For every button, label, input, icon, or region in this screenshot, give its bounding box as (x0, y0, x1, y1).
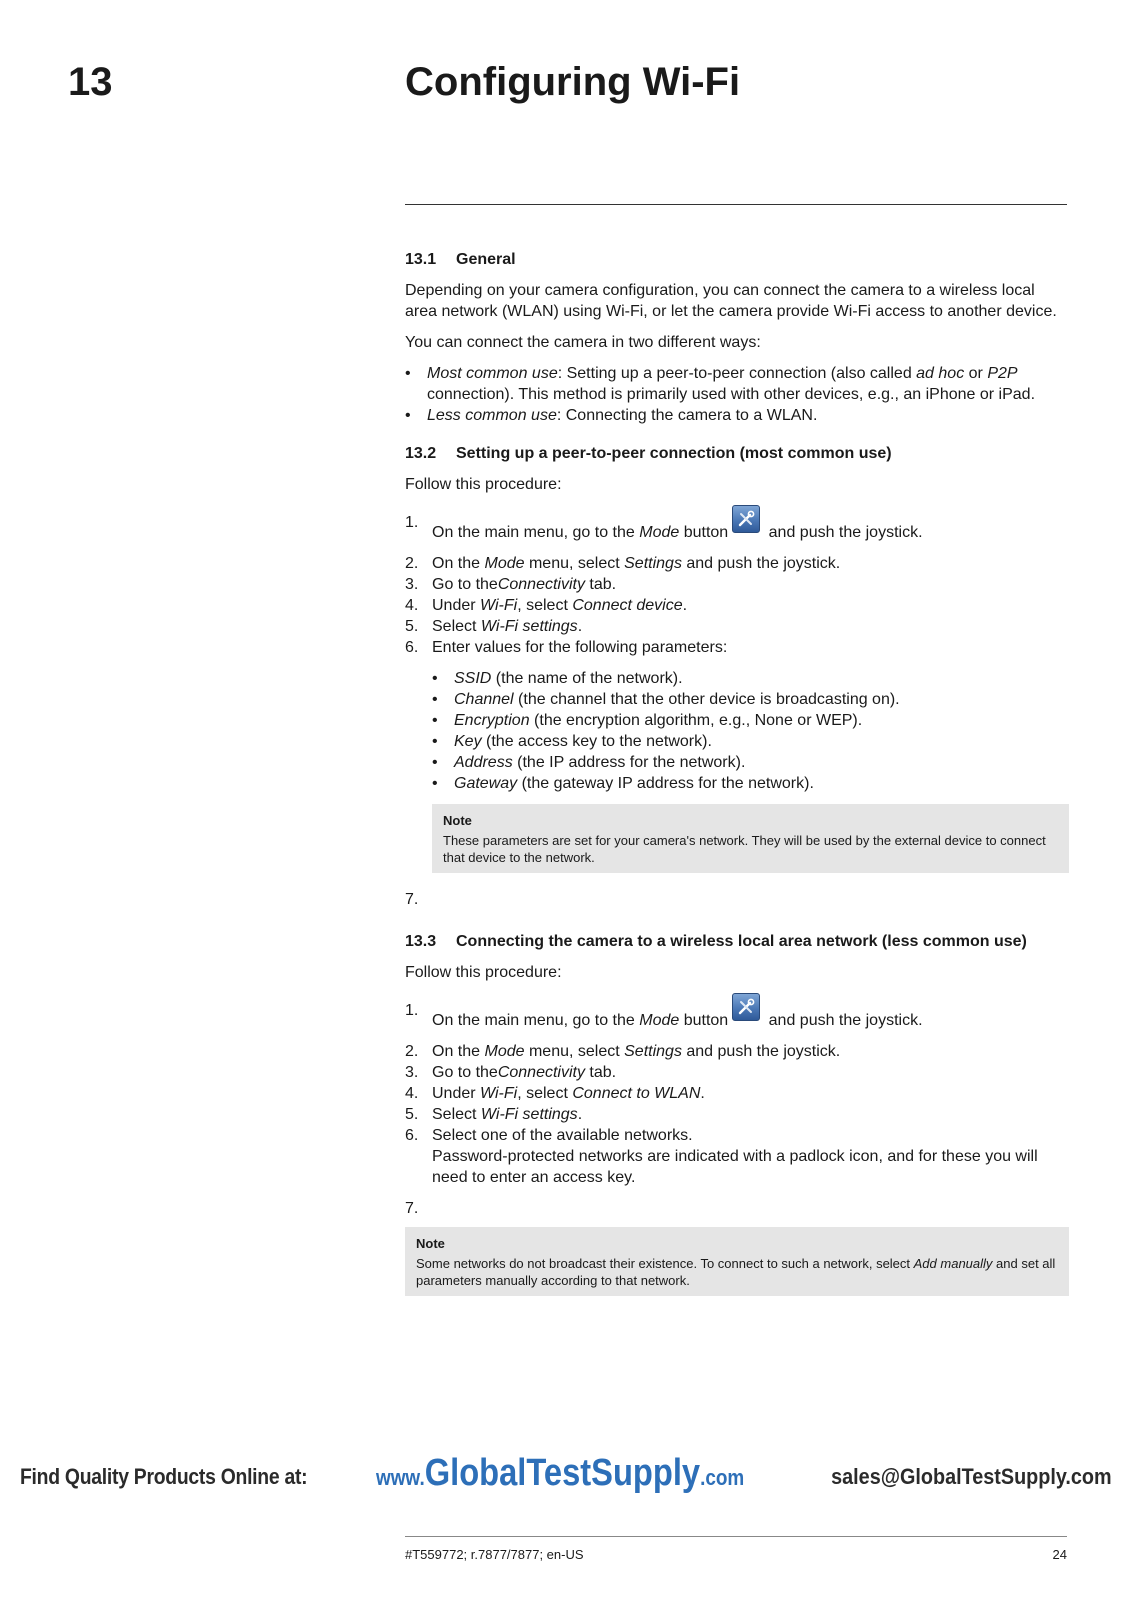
step: 1. On the main menu, go to the Mode button and push the joystick. (405, 512, 1069, 543)
page-body (405, 249, 1069, 1296)
section-heading-general (405, 249, 1069, 270)
step-seven: 7. (405, 891, 419, 908)
step: 4. Under Wi-Fi, select Connect device. (405, 597, 688, 614)
procedure-steps (405, 1000, 1069, 1188)
chapter-title: Configuring Wi-Fi (405, 60, 741, 104)
note-text: These parameters are set for your camera's network. They will be used by the external device to connect that device to the network. (443, 833, 1046, 865)
section-number: 13.2 (405, 445, 437, 462)
list-item: • Channel (the channel that the other device is broadcasting on). (432, 689, 1069, 710)
advertisement-banner (0, 1452, 1132, 1500)
ad-tagline: Find Quality Products Online at: (20, 1464, 308, 1489)
note-title: Note (443, 813, 472, 828)
bullet-list (405, 363, 1069, 426)
step: 6. Enter values for the following parameters: (405, 639, 728, 656)
step: 3. Go to theConnectivity tab. (405, 1064, 617, 1081)
note-box (405, 1227, 1069, 1296)
list-item: • Address (the IP address for the network). (432, 752, 1069, 773)
list-item: • Most common use: Setting up a peer-to-peer connection (also called ad hoc or P2P connection). This method is primarily used with other devices, e.g., an iPhone or iPad. (405, 363, 1069, 405)
document-id: #T559772; r.7877/7877; en-US (405, 1547, 584, 1562)
list-item: • Encryption (the encryption algorithm, e.g., None or WEP). (432, 710, 1069, 731)
paragraph: You can connect the camera in two different ways: (405, 334, 761, 351)
paragraph: Follow this procedure: (405, 964, 562, 981)
list-item: • Gateway (the gateway IP address for the network). (432, 773, 1069, 794)
section-heading-wlan (405, 931, 1069, 952)
page-number: 24 (1052, 1547, 1067, 1562)
section-title: General (456, 251, 516, 268)
parameter-list (432, 668, 1069, 794)
step: 5. Select Wi-Fi settings. (405, 618, 583, 635)
step: 5. Select Wi-Fi settings. (405, 1106, 583, 1123)
section-number: 13.1 (405, 251, 437, 268)
note-box (432, 804, 1069, 873)
procedure-steps (405, 512, 1069, 658)
chapter-number: 13 (68, 60, 113, 104)
step: 6. Select one of the available networks. Password-protected networks are indicated with a padlock icon, and for these you will need to enter an access key. (405, 1127, 1038, 1186)
paragraph: Follow this procedure: (405, 476, 562, 493)
ad-website-link[interactable]: www.GlobalTestSupply.com (376, 1452, 745, 1494)
footer-rule (405, 1536, 1067, 1537)
note-text: Some networks do not broadcast their existence. To connect to such a network, select Add manually and set all parameters manually according to that network. (416, 1256, 1056, 1288)
step: 4. Under Wi-Fi, select Connect to WLAN. (405, 1085, 705, 1102)
paragraph: Depending on your camera configuration, you can connect the camera to a wireless local area network (WLAN) using Wi-Fi, or let the camera provide Wi-Fi access to another device. (405, 282, 1057, 320)
list-item: • Less common use: Connecting the camera to a WLAN. (405, 405, 1069, 426)
section-title: Setting up a peer-to-peer connection (most common use) (456, 445, 892, 462)
step: 3. Go to theConnectivity tab. (405, 576, 617, 593)
section-title: Connecting the camera to a wireless local area network (less common use) (456, 933, 1027, 950)
title-rule (405, 204, 1067, 205)
step: 2. On the Mode menu, select Settings and push the joystick. (405, 555, 841, 572)
section-heading-p2p (405, 443, 1069, 464)
section-number: 13.3 (405, 933, 437, 950)
list-item: • SSID (the name of the network). (432, 668, 1069, 689)
mode-tools-icon (732, 993, 760, 1021)
mode-tools-icon (732, 505, 760, 533)
ad-email-link[interactable]: sales@GlobalTestSupply.com (831, 1464, 1112, 1489)
note-title: Note (416, 1236, 445, 1251)
step: 1. On the main menu, go to the Mode button and push the joystick. (405, 1000, 1069, 1031)
step: 2. On the Mode menu, select Settings and push the joystick. (405, 1043, 841, 1060)
step-seven: 7. (405, 1200, 419, 1217)
list-item: • Key (the access key to the network). (432, 731, 1069, 752)
